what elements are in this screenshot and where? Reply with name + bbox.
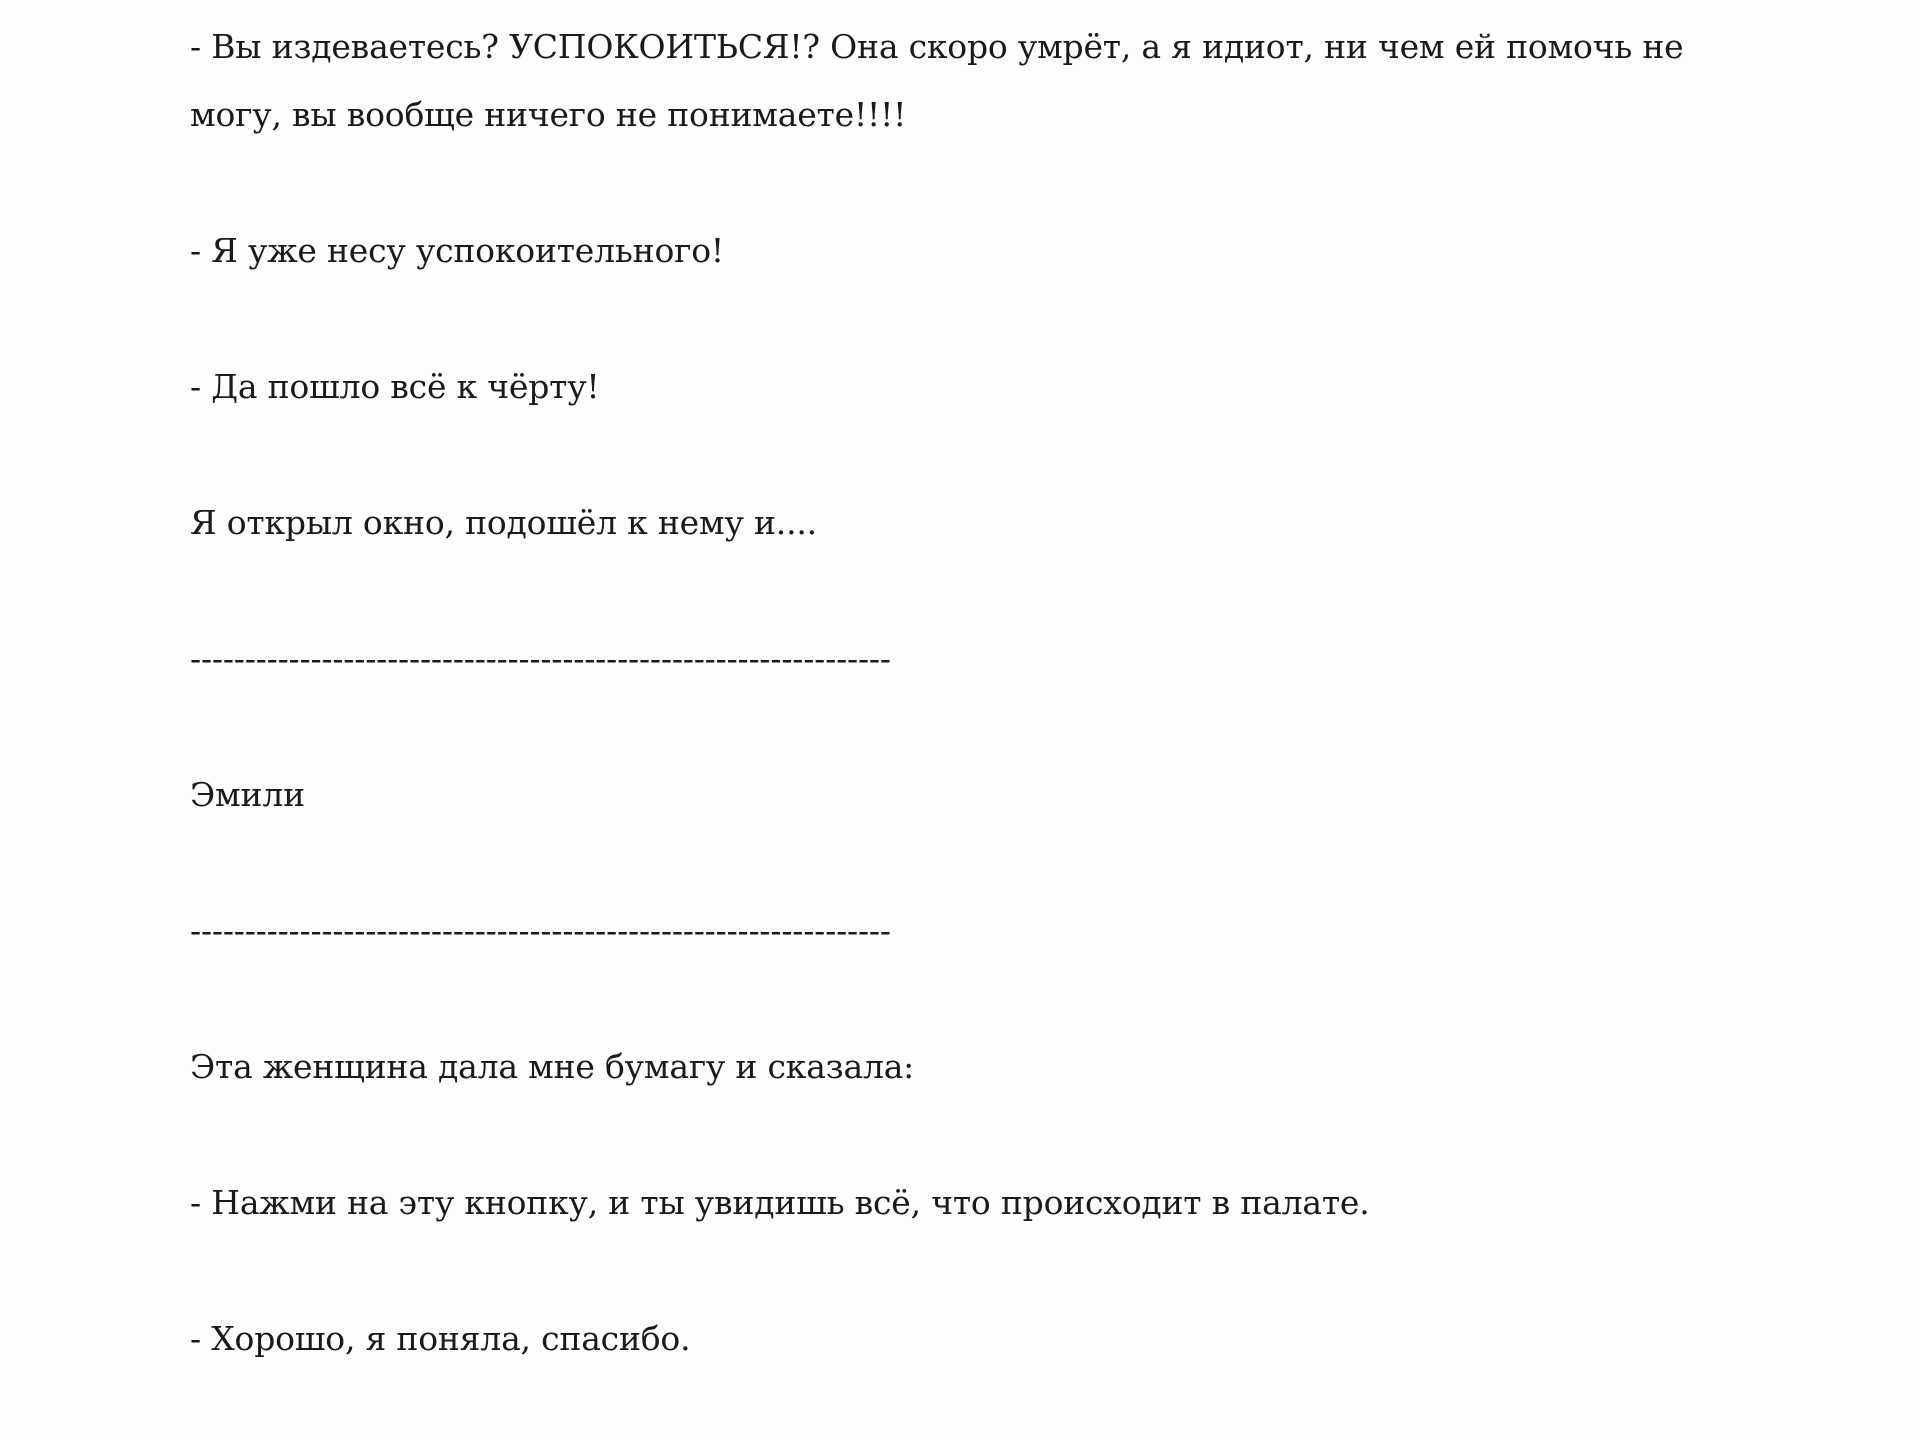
paragraph-dialogue-5: - Хорошо, я поняла, спасибо. [190, 1319, 691, 1358]
paragraph-spacer [190, 421, 1750, 489]
paragraph-dialogue-1: - Вы издеваетесь? УСПОКОИТЬСЯ!? Она скоро умрёт, а я идиот, ни чем ей помочь не могу, вы вообще ничего не понимаете!!!! [190, 27, 1684, 134]
paragraph-spacer [190, 1237, 1750, 1305]
document-page [190, 0, 1750, 1373]
section-divider-top: ---------------------------------------------------------------- [190, 639, 891, 678]
section-divider-bottom: ---------------------------------------------------------------- [190, 911, 891, 950]
paragraph-spacer [190, 557, 1750, 625]
paragraph-spacer [190, 693, 1750, 761]
paragraph-spacer [190, 965, 1750, 1033]
paragraph-spacer [190, 1101, 1750, 1169]
section-heading: Эмили [190, 775, 305, 814]
paragraph-spacer [190, 149, 1750, 217]
paragraph-dialogue-2: - Я уже несу успокоительного! [190, 231, 724, 270]
paragraph-spacer [190, 829, 1750, 897]
paragraph-dialogue-4: - Нажми на эту кнопку, и ты увидишь всё, что происходит в палате. [190, 1183, 1370, 1222]
paragraph-narration-2: Эта женщина дала мне бумагу и сказала: [190, 1047, 915, 1086]
paragraph-narration-1: Я открыл окно, подошёл к нему и.... [190, 503, 817, 542]
paragraph-spacer [190, 285, 1750, 353]
paragraph-dialogue-3: - Да пошло всё к чёрту! [190, 367, 600, 406]
